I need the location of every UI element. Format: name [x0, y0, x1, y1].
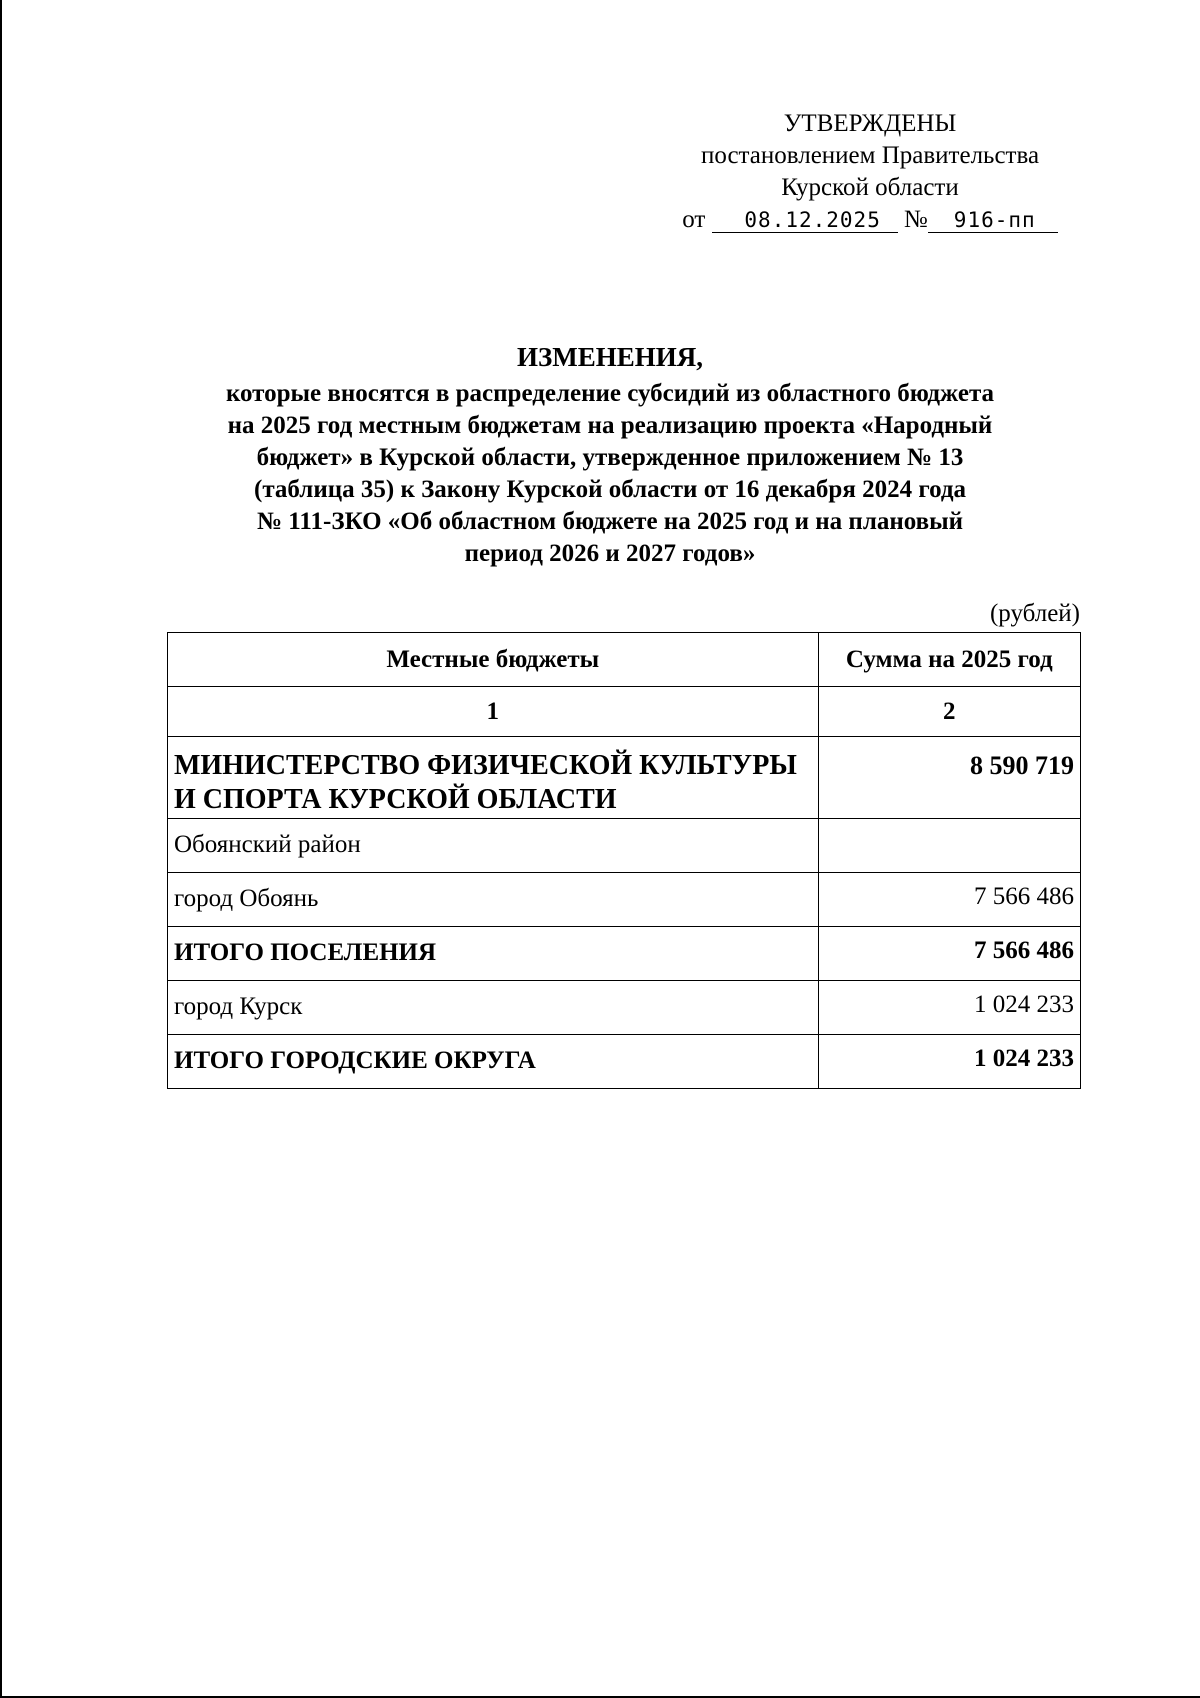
column-number-row — [168, 687, 1081, 737]
title-description: которые вносятся в распределение субсидий из областного бюджета на 2025 год местным бюджетам на реализацию проекта «Народный бюджет» в Курской области, утвержденное приложением № 13 (таблица 35) к Закону Курской области от 16 декабря 2024 года № 111-ЗКО «Об областном бюджете на 2025 год и на плановый период 2026 и 2027 годов» — [225, 380, 995, 567]
title-main: ИЗМЕНЕНИЯ, — [516, 342, 703, 372]
header-local-budgets: Местные бюджеты — [168, 633, 819, 687]
row-amount: 8 590 719 — [818, 737, 1080, 819]
number-prefix: № — [903, 206, 928, 233]
row-name: город Обоянь — [168, 873, 819, 927]
row-name: Обоянский район — [168, 819, 819, 873]
table-header-row — [168, 633, 1081, 687]
approval-date: 08.12.2025 — [712, 208, 898, 233]
table-row — [168, 819, 1081, 873]
table-row — [168, 981, 1081, 1035]
row-name: МИНИСТЕРСТВО ФИЗИЧЕСКОЙ КУЛЬТУРЫ И СПОРТА КУРСКОЙ ОБЛАСТИ — [168, 737, 819, 819]
approval-line-1: постановлением Правительства — [700, 142, 1040, 169]
approval-date-line — [650, 204, 1090, 236]
table-row — [168, 927, 1081, 981]
row-amount: 7 566 486 — [818, 927, 1080, 981]
column-number-1: 1 — [168, 687, 819, 737]
date-prefix: от — [682, 206, 706, 233]
table-row — [168, 1035, 1081, 1089]
approval-stamp — [650, 108, 1090, 236]
row-name: ИТОГО ПОСЕЛЕНИЯ — [168, 927, 819, 981]
approval-heading: УТВЕРЖДЕНЫ — [783, 110, 957, 137]
document-title — [160, 340, 1060, 570]
table-row — [168, 737, 1081, 819]
unit-label: (рублей) — [989, 600, 1080, 627]
column-number-2: 2 — [818, 687, 1080, 737]
approval-number: 916-пп — [928, 208, 1058, 233]
header-amount-2025: Сумма на 2025 год — [818, 633, 1080, 687]
approval-line-2: Курской области — [781, 174, 959, 201]
budget-table — [167, 632, 1081, 1089]
row-name: город Курск — [168, 981, 819, 1035]
row-amount — [818, 819, 1080, 873]
row-amount: 1 024 233 — [818, 1035, 1080, 1089]
row-amount: 7 566 486 — [818, 873, 1080, 927]
row-name: ИТОГО ГОРОДСКИЕ ОКРУГА — [168, 1035, 819, 1089]
table-row — [168, 873, 1081, 927]
row-amount: 1 024 233 — [818, 981, 1080, 1035]
